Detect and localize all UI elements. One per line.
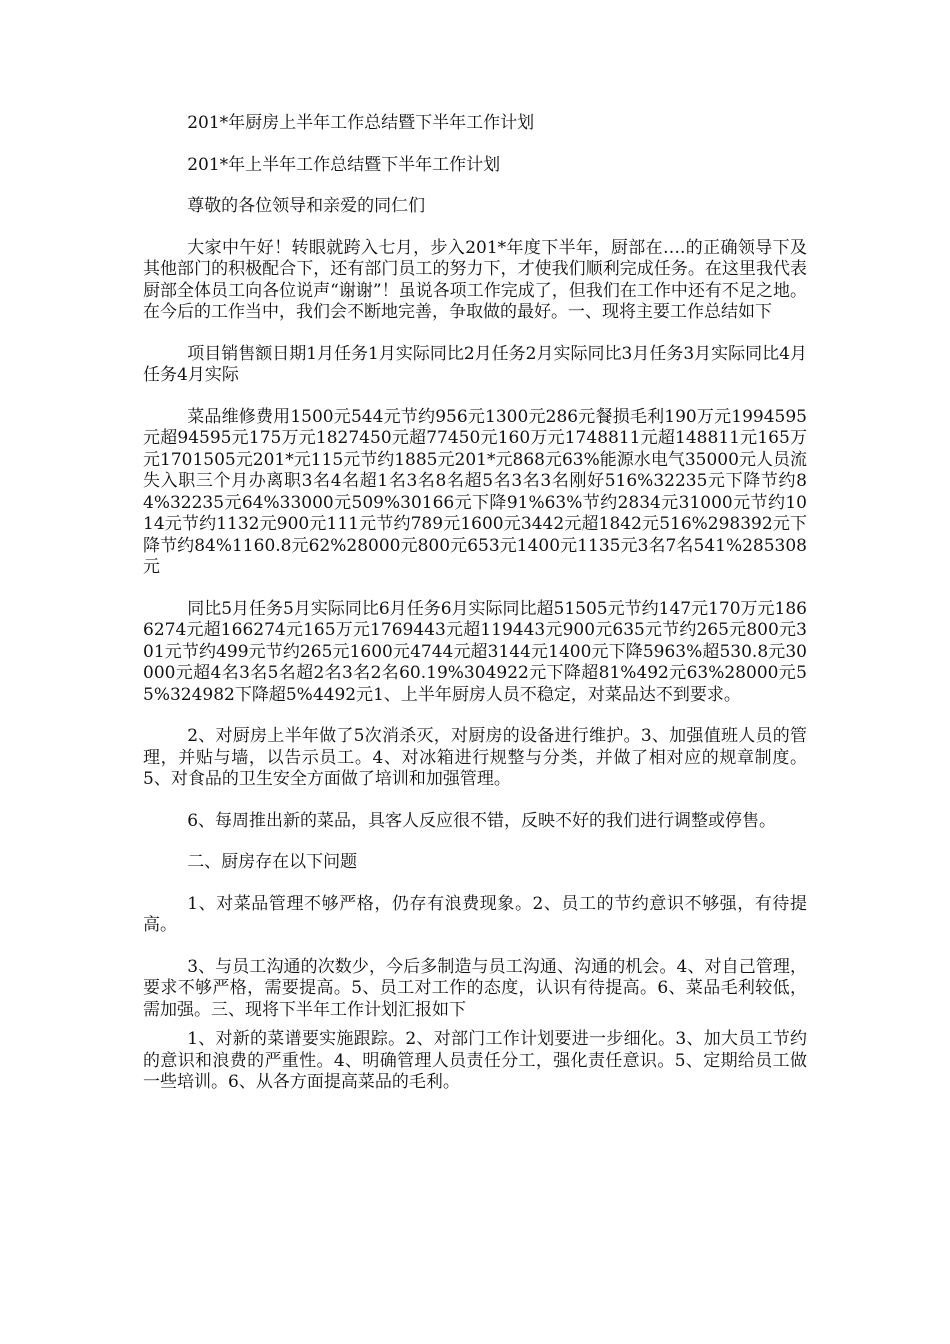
paragraph-table-header: 项目销售额日期1月任务1月实际同比2月任务2月实际同比3月任务3月实际同比4月任务4月实际 <box>143 343 807 385</box>
document-title: 201*年厨房上半年工作总结暨下半年工作计划 <box>187 113 535 133</box>
document-body <box>143 113 807 1114</box>
paragraph-plan: 1、对新的菜谱要实施跟踪。2、对部门工作计划要进一步细化。3、加大员工节约的意识和浪费的严重性。4、明确管理人员责任分工，强化责任意识。5、定期给员工做一些培训。6、从各方面提高菜品的毛利。 <box>143 1029 807 1092</box>
paragraph-achievements: 2、对厨房上半年做了5次消杀灭，对厨房的设备进行维护。3、加强值班人员的管理，并贴与墙，以告示员工。4、对冰箱进行规整与分类，并做了相对应的规章制度。5、对食品的卫生安全方面做了培训和加强管理。 <box>143 726 807 789</box>
paragraph-opening: 大家中午好！转眼就跨入七月，步入201*年度下半年，厨部在….的正确领导下及其他部门的积极配合下，还有部门员工的努力下，才使我们顺利完成任务。在这里我代表厨部全体员工向各位说声“谢谢”！虽说各项工作完成了，但我们在工作中还有不足之地。在今后的工作当中，我们会不断地完善，争取做的最好。一、现将主要工作总结如下 <box>143 237 807 322</box>
paragraph-problems-2: 3、与员工沟通的次数少，今后多制造与员工沟通、沟通的机会。4、对自己管理，要求不够严格，需要提高。5、员工对工作的态度，认识有待提高。6、菜品毛利较低，需加强。三、现将下半年工作计划汇报如下 <box>143 956 807 1020</box>
paragraph-new-dishes: 6、每周推出新的菜品，具客人反应很不错，反映不好的我们进行调整或停售。 <box>187 810 777 831</box>
paragraph-table-data-1: 菜品维修费用1500元544元节约956元1300元286元餐损毛利190万元1994595元超94595元175万元1827450元超77450元160万元1748811元超148811元165万元1701505元201*元115元节约1885元201*元868元63%能源水电气35000元人员流失入职三个月办离职3名4名超1名3名8名超5名3名3名刚好516%32235元下降节约84%32235元64%33000元509%30166元下降91%63%节约2834元31000元节约1014元节约1132元900元111元节约789元1600元3442元超1842元516%298392元下降节约84%1160.8元62%28000元800元653元1400元1135元3名7名541%285308元 <box>143 406 807 577</box>
document-subtitle: 201*年上半年工作总结暨下半年工作计划 <box>187 154 501 175</box>
section-heading-problems: 二、厨房存在以下问题 <box>187 852 358 872</box>
paragraph-problems-1: 1、对菜品管理不够严格，仍存有浪费现象。2、员工的节约意识不够强，有待提高。 <box>143 893 807 935</box>
paragraph-table-data-2: 同比5月任务5月实际同比6月任务6月实际同比超51505元节约147元170万元1866274元超166274元165万元1769443元超119443元900元635元节约265元800元301元节约499元节约265元1600元4744元超3144元1400元下降5963%超530.8元30000元超4名3名5名超2名3名2名60.19%304922元下降超81%492元63%28000元55%324982下降超5%4492元1、上半年厨房人员不稳定，对菜品达不到要求。 <box>143 598 807 705</box>
salutation: 尊敬的各位领导和亲爱的同仁们 <box>187 196 426 216</box>
